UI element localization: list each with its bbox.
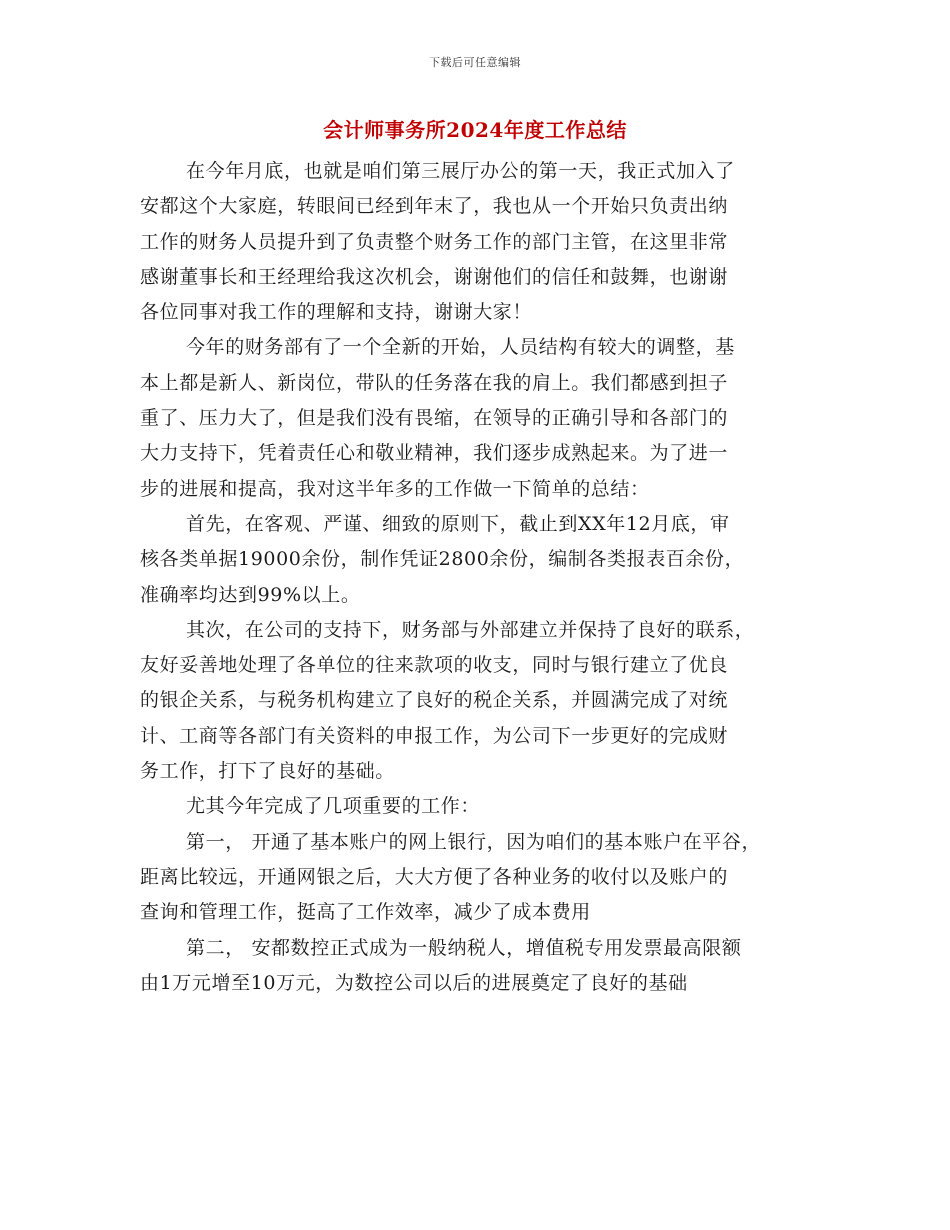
paragraph-item-one [140,825,830,931]
text-line: 今年的财务部有了一个全新的开始，人员结构有较大的调整，基 [186,336,735,359]
text-line: 务工作，打下了良好的基础。 [140,760,395,783]
text-line: 由1万元增至10万元，为数控公司以后的进展奠定了良好的基础 [140,971,688,994]
text-line: 距离比较远，开通网银之后，大大方便了各种业务的收付以及账户的 [140,865,729,888]
text-line: 计、工商等各部门有关资料的申报工作，为公司下一步更好的完成财 [140,724,729,747]
text-line: 的银企关系，与税务机构建立了良好的税企关系，并圆满完成了对统 [140,689,729,712]
paragraph-first [140,507,830,613]
text-line: 工作的财务人员提升到了负责整个财务工作的部门主管，在这里非常 [140,230,729,253]
header-note: 下载后可任意编辑 [429,56,521,69]
text-line: 其次，在公司的支持下，财务部与外部建立并保持了良好的联系， [186,618,755,641]
paragraph-item-two [140,931,830,1002]
document-body [140,154,830,1001]
text-line: 大力支持下，凭着责任心和敬业精神，我们逐步成熟起来。为了进一 [140,442,729,465]
document-title: 会计师事务所2024年度工作总结 [323,118,627,142]
text-line: 尤其今年完成了几项重要的工作： [186,795,481,818]
text-line: 第二， 安都数控正式成为一般纳税人，增值税专用发票最高限额 [186,936,742,959]
paragraph-second [140,613,830,789]
text-line: 步的进展和提高，我对这半年多的工作做一下简单的总结： [140,477,650,500]
text-line: 查询和管理工作，挺高了工作效率，减少了成本费用 [140,901,591,924]
text-line: 各位同事对我工作的理解和支持，谢谢大家！ [140,301,533,324]
text-line: 核各类单据19000余份，制作凭证2800余份，编制各类报表百余份， [140,548,745,571]
paragraph-department [140,330,830,506]
paragraph-intro [140,154,830,330]
text-line: 感谢董事长和王经理给我这次机会，谢谢他们的信任和鼓舞，也谢谢 [140,265,729,288]
text-line: 第一， 开通了基本账户的网上银行，因为咱们的基本账户在平谷， [186,830,762,853]
text-line: 准确率均达到99%以上。 [140,583,361,606]
text-line: 安都这个大家庭，转眼间已经到年末了，我也从一个开始只负责出纳 [140,195,729,218]
text-line: 在今年月底，也就是咱们第三展厅办公的第一天，我正式加入了 [186,160,735,182]
text-line: 重了、压力大了，但是我们没有畏缩，在领导的正确引导和各部门的 [140,407,729,430]
text-line: 首先，在客观、严谨、细致的原则下，截止到XX年12月底，审 [186,512,730,535]
text-line: 本上都是新人、新岗位，带队的任务落在我的肩上。我们都感到担子 [140,371,729,394]
text-line: 友好妥善地处理了各单位的往来款项的收支，同时与银行建立了优良 [140,654,729,677]
paragraph-highlights-intro [140,789,830,824]
